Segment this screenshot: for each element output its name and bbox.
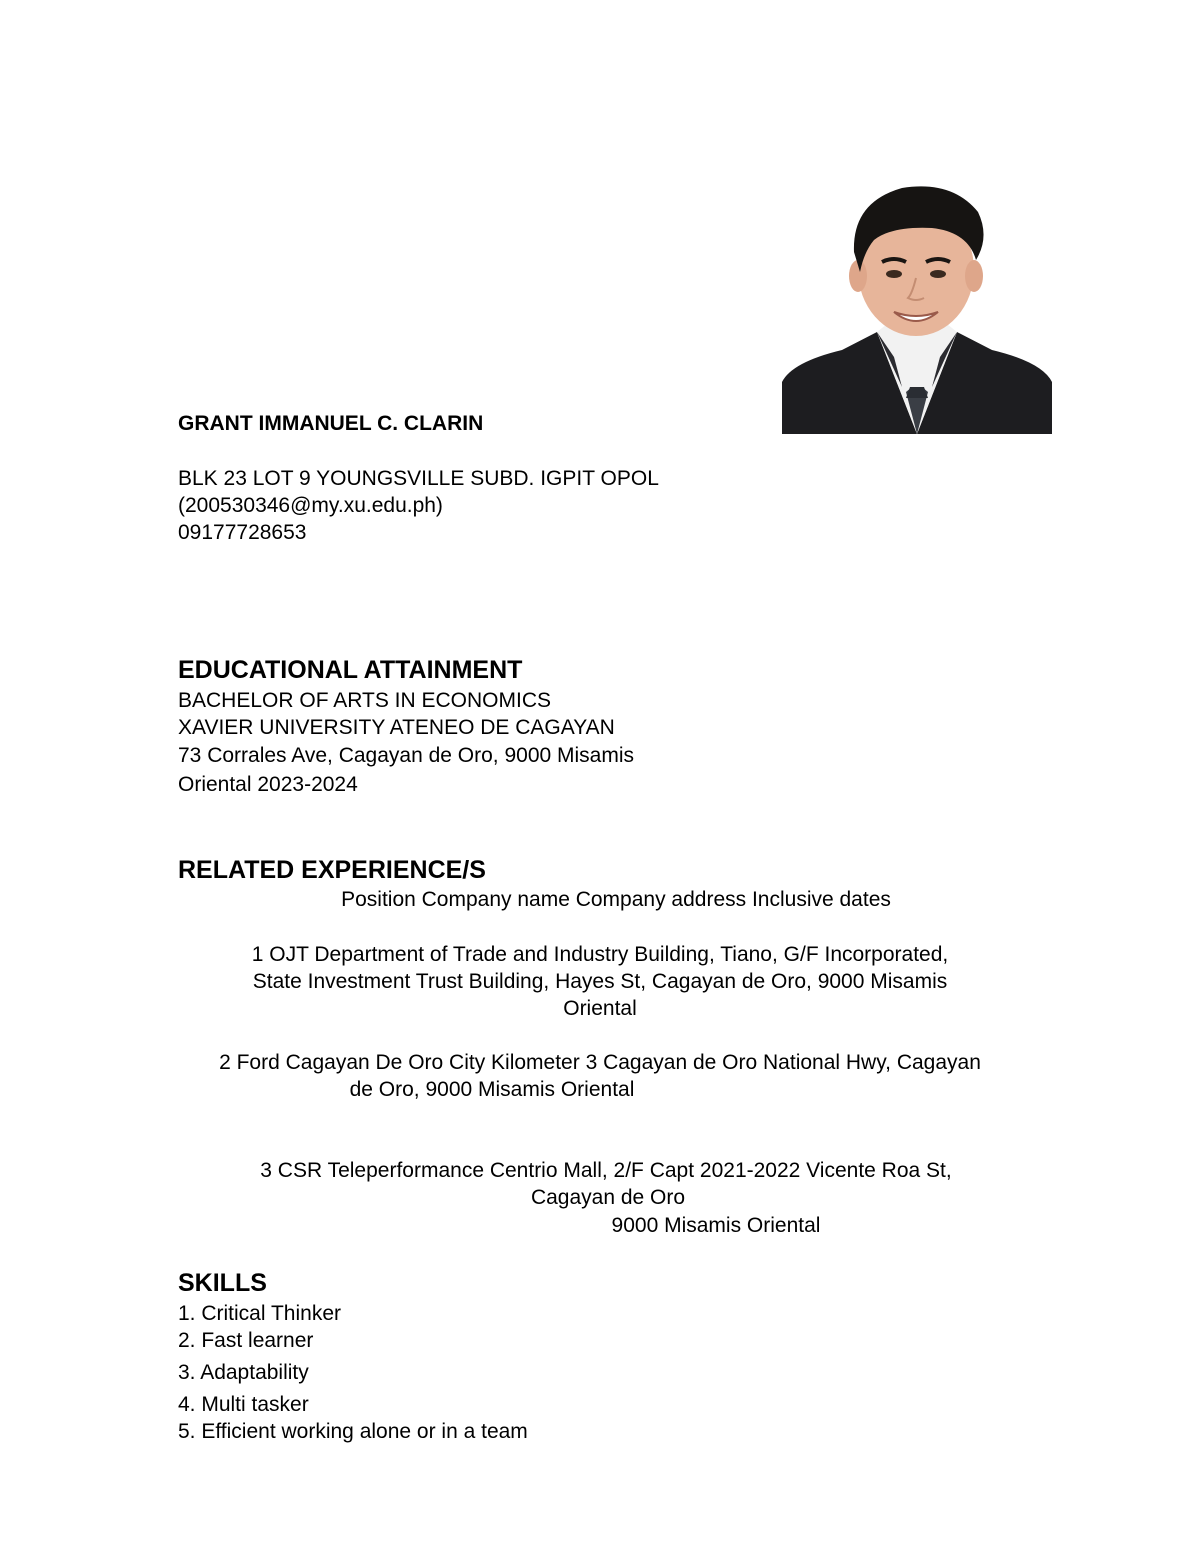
education-heading: EDUCATIONAL ATTAINMENT xyxy=(178,656,523,684)
skill-item: 1. Critical Thinker xyxy=(178,1302,341,1325)
education-line: 73 Corrales Ave, Cagayan de Oro, 9000 Misamis xyxy=(178,744,635,767)
candidate-name: GRANT IMMANUEL C. CLARIN xyxy=(178,412,484,435)
skills-heading: SKILLS xyxy=(178,1269,267,1297)
education-line: BACHELOR OF ARTS IN ECONOMICS xyxy=(178,689,552,712)
experience-entry-line: 9000 Misamis Oriental xyxy=(611,1214,821,1237)
experience-entry-line: Cagayan de Oro xyxy=(530,1186,686,1209)
skill-item: 4. Multi tasker xyxy=(178,1393,309,1416)
experience-entry-line: 2 Ford Cagayan De Oro City Kilometer 3 Cagayan de Oro National Hwy, Cagayan xyxy=(219,1051,981,1074)
experience-entry-line: 1 OJT Department of Trade and Industry Building, Tiano, G/F Incorporated, xyxy=(251,943,949,966)
experience-columns-line: Position Company name Company address Inclusive dates xyxy=(341,888,891,911)
skill-item: 2. Fast learner xyxy=(178,1329,314,1352)
address-line: BLK 23 LOT 9 YOUNGSVILLE SUBD. IGPIT OPOL xyxy=(178,467,659,490)
phone-line: 09177728653 xyxy=(178,521,307,544)
profile-photo xyxy=(782,182,1052,434)
email-line: (200530346@my.xu.edu.ph) xyxy=(178,494,443,517)
experience-heading: RELATED EXPERIENCE/S xyxy=(178,856,486,884)
portrait-illustration xyxy=(782,182,1052,434)
experience-entry-line: Oriental xyxy=(563,997,637,1020)
experience-entry-line: State Investment Trust Building, Hayes St, Cagayan de Oro, 9000 Misamis xyxy=(252,970,948,993)
experience-entry-line: de Oro, 9000 Misamis Oriental xyxy=(349,1078,635,1101)
skill-item: 5. Efficient working alone or in a team xyxy=(178,1420,528,1443)
experience-entry-line: 3 CSR Teleperformance Centrio Mall, 2/F Capt 2021-2022 Vicente Roa St, xyxy=(260,1159,952,1182)
skill-item: 3. Adaptability xyxy=(178,1361,309,1384)
education-line: XAVIER UNIVERSITY ATENEO DE CAGAYAN xyxy=(178,716,615,739)
education-line: Oriental 2023-2024 xyxy=(178,773,358,796)
